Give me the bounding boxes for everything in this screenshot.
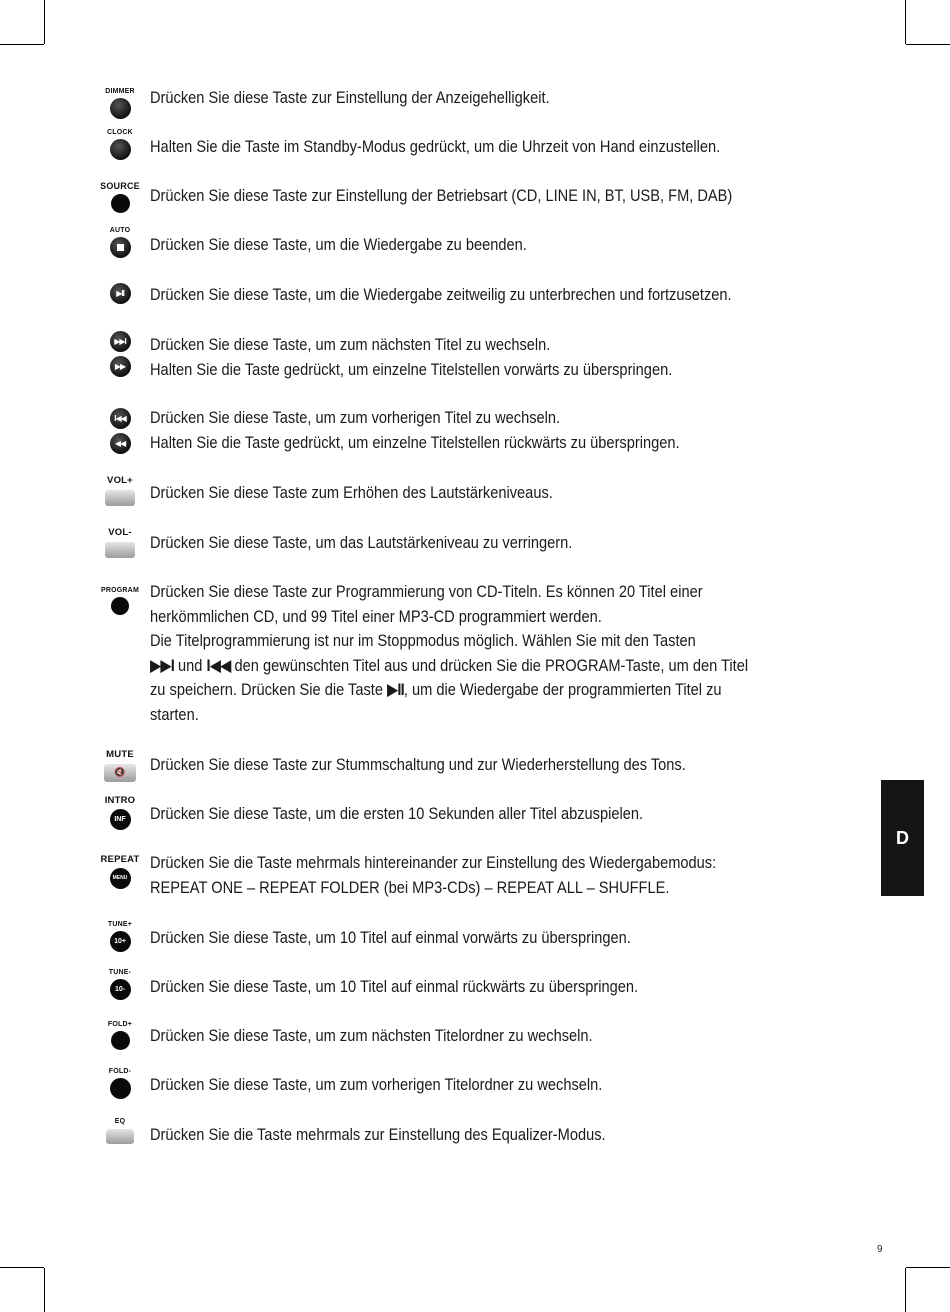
instruction-text: Halten Sie die Taste im Standby-Modus gedrückt, um die Uhrzeit von Hand einzustellen. bbox=[150, 137, 721, 156]
instruction-text: Drücken Sie diese Taste, um 10 Titel auf einmal vorwärts zu überspringen. bbox=[150, 928, 631, 947]
button-label: FOLD+ bbox=[107, 1021, 133, 1028]
instruction-text: Drücken Sie diese Taste, um zum nächsten Titel zu wechseln. Halten Sie die Taste gedrückt, um einzelne Titelstellen vorwärts zu überspringen. bbox=[150, 335, 673, 379]
play-pause-button-icon: ▶II bbox=[110, 283, 131, 304]
instruction-text: Drücken Sie diese Taste, um die Wiedergabe zu beenden. bbox=[150, 235, 527, 254]
button-label: DIMMER bbox=[105, 88, 135, 95]
round-button-icon bbox=[110, 98, 131, 119]
crop-mark bbox=[44, 1268, 45, 1312]
crop-mark bbox=[44, 0, 45, 44]
info-button-icon: INF bbox=[110, 809, 131, 830]
instruction-text: Drücken Sie diese Taste zur Einstellung der Betriebsart (CD, LINE IN, BT, USB, FM, DAB) bbox=[150, 186, 733, 205]
stop-button-icon bbox=[110, 237, 131, 258]
eq-button-icon bbox=[106, 1129, 134, 1144]
instruction-text: Drücken Sie diese Taste, um die Wiedergabe zeitweilig zu unterbrechen und fortzusetzen. bbox=[150, 285, 732, 304]
button-label: TUNE+ bbox=[107, 921, 133, 928]
crop-mark bbox=[0, 1267, 44, 1268]
button-label: VOL+ bbox=[107, 475, 133, 486]
button-label: MUTE bbox=[106, 749, 134, 760]
crop-mark bbox=[906, 44, 950, 45]
crop-mark bbox=[905, 0, 906, 44]
instruction-text: Drücken Sie diese Taste, um zum nächsten Titelordner zu wechseln. bbox=[150, 1026, 593, 1045]
fast-forward-button-icon: ▶▶ bbox=[110, 356, 131, 377]
ten-plus-button-icon: 10+ bbox=[110, 931, 131, 952]
next-track-button-icon: ▶▶I bbox=[110, 331, 131, 352]
instruction-text: Drücken Sie diese Taste zur Programmierung von CD-Titeln. Es können 20 Titel einer herkömmlichen CD, und 99 Titel einer MP3-CD programmiert werden. Die Titelprogrammierung ist nur im Stoppmodus möglich. Wählen Sie mit den Tasten ▶▶I und I◀◀ den gewünschten Titel aus und drücken Sie die PROGRAM-Taste, um den Titel zu speichern. Drücken Sie die Taste ▶II, um die Wiedergabe der programmierten Titel zu starten. bbox=[150, 582, 749, 724]
play-pause-glyph-icon: ▶II bbox=[387, 680, 404, 700]
volume-down-button-icon bbox=[105, 542, 135, 558]
instruction-text: Drücken Sie diese Taste, um 10 Titel auf einmal rückwärts zu überspringen. bbox=[150, 977, 639, 996]
mute-button-icon: 🔇 bbox=[104, 764, 136, 782]
language-tab: D bbox=[881, 780, 924, 896]
button-label: FOLD- bbox=[108, 1068, 132, 1075]
instruction-text: Drücken Sie diese Taste, um zum vorherigen Titel zu wechseln. Halten Sie die Taste gedrückt, um einzelne Titelstellen rückwärts zu überspringen. bbox=[150, 408, 680, 452]
previous-track-glyph-icon: I◀◀ bbox=[206, 655, 231, 675]
menu-button-icon: MENU bbox=[110, 868, 131, 889]
crop-mark bbox=[905, 1268, 906, 1312]
instruction-text: Drücken Sie diese Taste, um die ersten 10 Sekunden aller Titel abzuspielen. bbox=[150, 804, 644, 823]
page-number: 9 bbox=[877, 1244, 883, 1255]
ten-minus-button-icon: 10- bbox=[110, 979, 131, 1000]
rewind-button-icon: ◀◀ bbox=[110, 433, 131, 454]
instruction-text: Drücken Sie diese Taste, um zum vorherigen Titelordner zu wechseln. bbox=[150, 1075, 603, 1094]
button-label: PROGRAM bbox=[101, 587, 139, 594]
instruction-text: Drücken Sie die Taste mehrmals zur Einstellung des Equalizer-Modus. bbox=[150, 1125, 606, 1144]
instruction-text: Drücken Sie diese Taste, um das Lautstärkeniveau zu verringern. bbox=[150, 533, 573, 552]
button-label: TUNE- bbox=[108, 969, 132, 976]
round-button-icon bbox=[110, 1078, 131, 1099]
volume-up-button-icon bbox=[105, 490, 135, 506]
instruction-text: Drücken Sie diese Taste zur Stummschaltung und zur Wiederherstellung des Tons. bbox=[150, 755, 686, 774]
crop-mark bbox=[906, 1267, 950, 1268]
round-button-icon bbox=[111, 597, 129, 615]
button-label: SOURCE bbox=[100, 181, 140, 191]
button-label: VOL- bbox=[108, 527, 132, 538]
button-label: REPEAT bbox=[100, 854, 140, 865]
instruction-text: Drücken Sie diese Taste zum Erhöhen des Lautstärkeniveaus. bbox=[150, 483, 553, 502]
round-button-icon bbox=[111, 1031, 130, 1050]
button-label: CLOCK bbox=[107, 129, 133, 136]
instruction-text: Drücken Sie diese Taste zur Einstellung der Anzeigehelligkeit. bbox=[150, 88, 550, 107]
instruction-text: Drücken Sie die Taste mehrmals hintereinander zur Einstellung des Wiedergabemodus: REPEAT ONE – REPEAT FOLDER (bei MP3-CDs) – REPEAT ALL – SHUFFLE. bbox=[150, 853, 717, 897]
button-label: INTRO bbox=[104, 795, 136, 806]
crop-mark bbox=[0, 44, 44, 45]
previous-track-button-icon: I◀◀ bbox=[110, 408, 131, 429]
round-button-icon bbox=[111, 194, 130, 213]
button-label: AUTO bbox=[109, 227, 131, 234]
next-track-glyph-icon: ▶▶I bbox=[150, 655, 174, 675]
round-button-icon bbox=[110, 139, 131, 160]
button-label: EQ bbox=[114, 1118, 126, 1125]
